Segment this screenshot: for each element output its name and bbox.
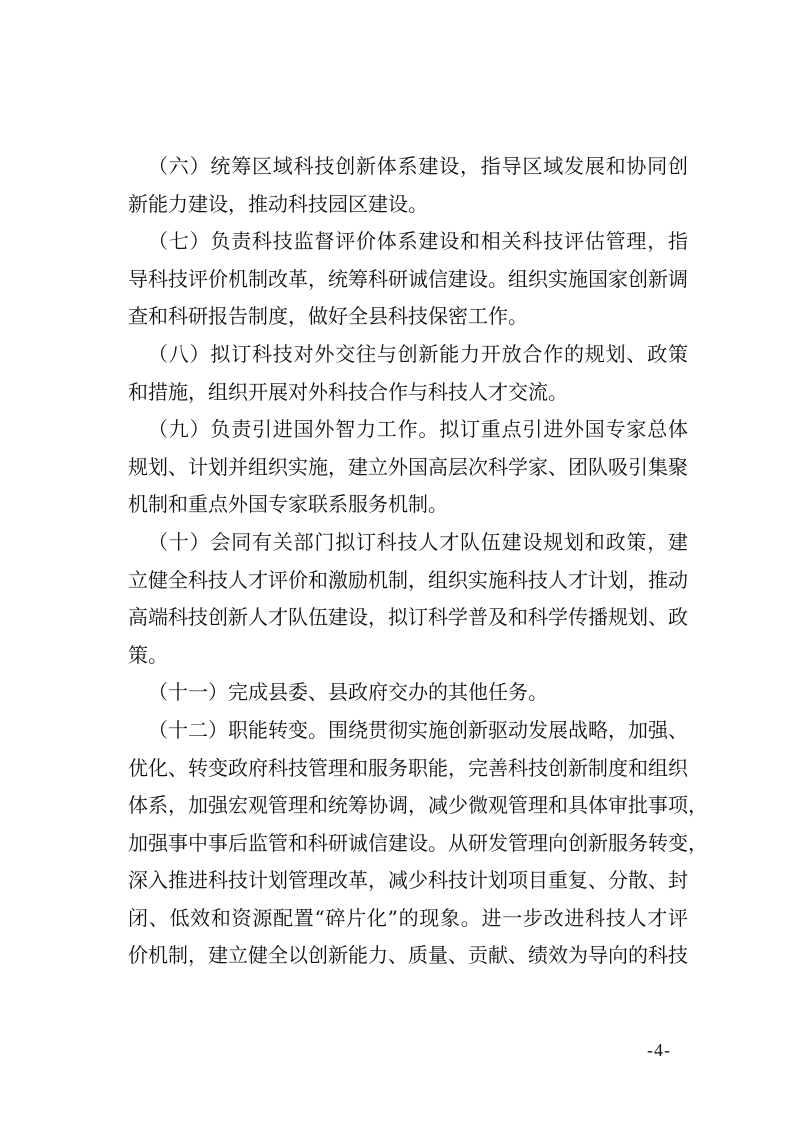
text-line: 价机制，建立健全以创新能力、质量、贡献、绩效为导向的科技 <box>128 943 688 968</box>
paragraph-7 <box>128 223 688 336</box>
text-line: 加强事中事后监管和科研诚信建设。从研发管理向创新服务转变， <box>128 830 708 855</box>
paragraph-8 <box>128 336 688 411</box>
text-line: 查和科研报告制度，做好全县科技保密工作。 <box>128 304 528 329</box>
text-line: 优化、转变政府科技管理和服务职能，完善科技创新制度和组织 <box>128 755 688 780</box>
text-line: 策。 <box>128 642 168 667</box>
text-line: （十）会同有关部门拟订科技人才队伍建设规划和政策，建 <box>148 529 688 554</box>
paragraph-10 <box>128 524 688 674</box>
text-line: 立健全科技人才评价和激励机制，组织实施科技人才计划，推动 <box>128 567 688 592</box>
text-line: （七）负责科技监督评价体系建设和相关科技评估管理，指 <box>148 229 688 254</box>
document-body <box>128 148 708 975</box>
paragraph-12 <box>128 712 708 975</box>
text-line: （九）负责引进国外智力工作。拟订重点引进外国专家总体 <box>148 417 688 442</box>
text-line: 高端科技创新人才队伍建设，拟订科学普及和科学传播规划、政 <box>128 605 688 630</box>
text-line: （十一）完成县委、县政府交办的其他任务。 <box>148 680 548 705</box>
text-line: 深入推进科技计划管理改革，减少科技计划项目重复、分散、封 <box>128 868 688 893</box>
paragraph-6 <box>128 148 688 223</box>
paragraph-11 <box>128 674 688 712</box>
text-line: 新能力建设，推动科技园区建设。 <box>128 191 428 216</box>
text-line: 导科技评价机制改革，统筹科研诚信建设。组织实施国家创新调 <box>128 266 688 291</box>
text-line: （八）拟订科技对外交往与创新能力开放合作的规划、政策 <box>148 341 688 366</box>
text-line: 规划、计划并组织实施，建立外国高层次科学家、团队吸引集聚 <box>128 454 688 479</box>
text-line: 体系，加强宏观管理和统筹协调，减少微观管理和具体审批事项， <box>128 793 708 818</box>
text-line: 和措施，组织开展对外科技合作与科技人才交流。 <box>128 379 568 404</box>
paragraph-9 <box>128 411 688 524</box>
page-number: -4- <box>647 1040 671 1060</box>
text-line: （六）统筹区域科技创新体系建设，指导区域发展和协同创 <box>148 154 688 178</box>
text-line: （十二）职能转变。围绕贯彻实施创新驱动发展战略，加强、 <box>148 717 688 742</box>
text-line: 机制和重点外国专家联系服务机制。 <box>128 492 448 517</box>
text-line: 闭、低效和资源配置“碎片化”的现象。进一步改进科技人才评 <box>128 905 688 930</box>
